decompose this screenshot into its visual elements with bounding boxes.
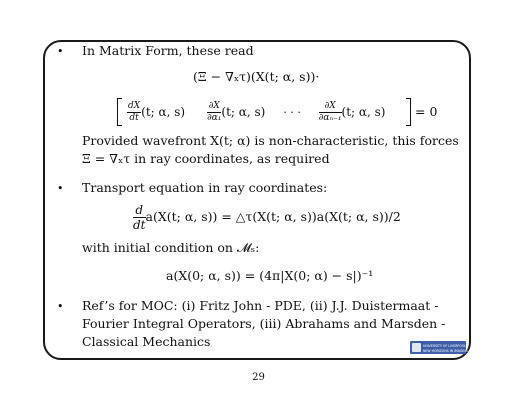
matrix-entry-3-arg: (t; α, s)	[341, 105, 386, 119]
equation-matrix-head: (Ξ − ∇ₓτ)(X(t; α, s))·	[193, 69, 320, 84]
bullet3-line3: Classical Mechanics	[82, 334, 211, 349]
bullet1-intro: In Matrix Form, these read	[82, 43, 254, 58]
fraction-dx-dalphan: $\frac{\partial X}{\text{∂αₙ₋₁}}$	[318, 101, 342, 123]
bullet3-line2: Fourier Integral Operators, (iii) Abrahams and Marsden -	[82, 316, 446, 331]
matrix-dots: · · ·	[283, 106, 301, 119]
bullet2-intro: Transport equation in ray coordinates:	[82, 180, 328, 195]
page-number: 29	[252, 372, 265, 383]
crest-icon	[412, 343, 421, 352]
bullet1-line1: Provided wavefront X(t; α) is non-characteristic, this forces	[82, 133, 459, 148]
initial-condition-equation: a(X(0; α, s)) = (4π|X(0; α) − s|)⁻¹	[166, 268, 374, 283]
bullet-marker: •	[57, 182, 64, 195]
left-bracket	[117, 98, 122, 126]
matrix-row	[127, 101, 385, 124]
fraction-dx-dt: $\frac{dX}{dt}$	[128, 101, 141, 123]
matrix-entry-1-arg: (t; α, s)	[141, 105, 186, 119]
university-logo	[410, 341, 469, 354]
logo-line2: NEW HORIZONS IN IMAGING	[423, 349, 469, 353]
matrix-equals-zero: = 0	[415, 104, 438, 119]
bullet-marker: •	[57, 45, 64, 58]
bullet1-line2: Ξ = ∇ₓτ in ray coordinates, as required	[82, 151, 330, 166]
bullet-marker: •	[57, 300, 64, 313]
transport-equation	[133, 203, 401, 232]
logo-line1: UNIVERSITY OF LIVERPOOL	[423, 344, 467, 348]
matrix-entry-2-arg: (t; α, s)	[221, 105, 266, 119]
bullet2-condition: with initial condition on 𝓜ₛ:	[82, 240, 260, 255]
bullet3-line1: Ref’s for MOC: (i) Fritz John - PDE, (ii) J.J. Duistermaat -	[82, 298, 439, 313]
right-bracket	[406, 98, 411, 126]
fraction-d-dt: $\frac{d}{dt}$	[133, 203, 146, 232]
fraction-dx-dalpha1: $\frac{\partial X}{\text{∂α₁}}$	[207, 101, 222, 123]
transport-equation-body: a(X(t; α, s)) = △τ(X(t; α, s))a(X(t; α, s))/2	[145, 209, 401, 224]
